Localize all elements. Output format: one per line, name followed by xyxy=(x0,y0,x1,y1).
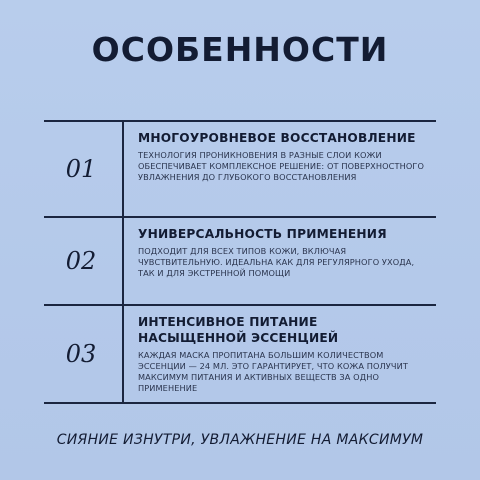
feature-row-3 xyxy=(44,306,436,404)
feature-number: 01 xyxy=(44,122,124,216)
feature-content xyxy=(124,306,436,402)
feature-heading: ИНТЕНСИВНОЕ ПИТАНИЕ НАСЫЩЕННОЙ ЭССЕНЦИЕЙ xyxy=(138,315,339,345)
feature-content xyxy=(124,122,436,216)
feature-heading: МНОГОУРОВНЕВОЕ ВОССТАНОВЛЕНИЕ xyxy=(138,131,416,145)
tagline: СИЯНИЕ ИЗНУТРИ, УВЛАЖНЕНИЕ НА МАКСИМУМ xyxy=(56,432,424,448)
feature-description: ТЕХНОЛОГИЯ ПРОНИКНОВЕНИЯ В РАЗНЫЕ СЛОИ КОЖИ ОБЕСПЕЧИВАЕТ КОМПЛЕКСНОЕ РЕШЕНИЕ: ОТ ПОВЕРХНОСТНОГО УВЛАЖНЕНИЯ ДО ГЛУБОКОГО ВОССТАНОВЛЕНИЯ xyxy=(138,150,425,182)
page-title: ОСОБЕННОСТИ xyxy=(91,30,389,69)
feature-number: 02 xyxy=(44,218,124,304)
features-table xyxy=(44,120,436,404)
feature-description: КАЖДАЯ МАСКА ПРОПИТАНА БОЛЬШИМ КОЛИЧЕСТВОМ ЭССЕНЦИИ — 24 МЛ. ЭТО ГАРАНТИРУЕТ, ЧТО КОЖА ПОЛУЧИТ МАКСИМУМ ПИТАНИЯ И АКТИВНЫХ ВЕЩЕСТВ ЗА ОДНО ПРИМЕНЕНИЕ xyxy=(138,350,408,393)
feature-heading: УНИВЕРСАЛЬНОСТЬ ПРИМЕНЕНИЯ xyxy=(138,227,387,241)
feature-content xyxy=(124,218,436,304)
feature-row-1 xyxy=(44,122,436,218)
feature-number: 03 xyxy=(44,306,124,402)
feature-row-2 xyxy=(44,218,436,306)
feature-description: ПОДХОДИТ ДЛЯ ВСЕХ ТИПОВ КОЖИ, ВКЛЮЧАЯ ЧУВСТВИТЕЛЬНУЮ. ИДЕАЛЬНА КАК ДЛЯ РЕГУЛЯРНОГО УХОДА, ТАК И ДЛЯ ЭКСТРЕННОЙ ПОМОЩИ xyxy=(138,246,415,278)
